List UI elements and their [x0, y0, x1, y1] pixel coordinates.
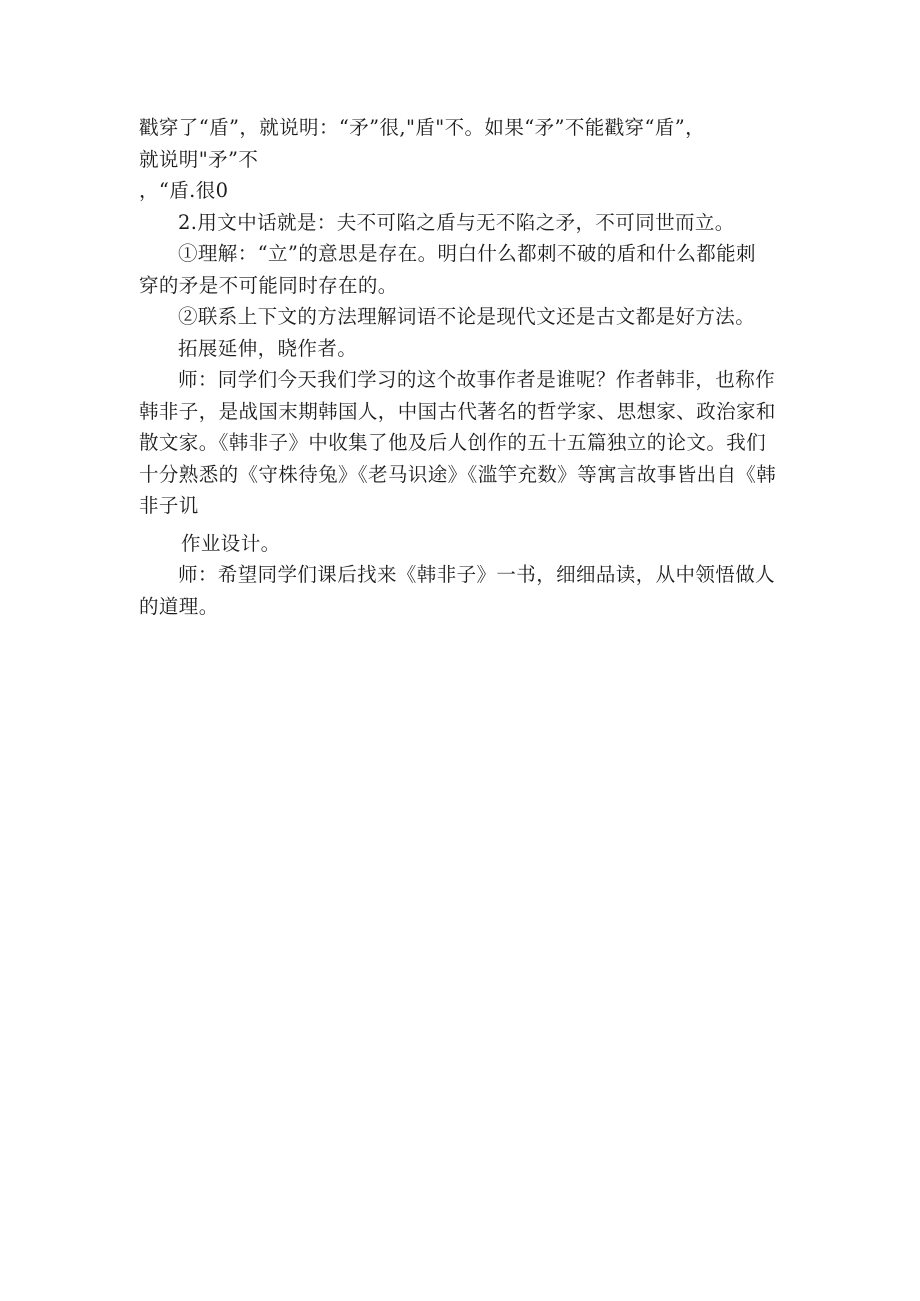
text-line: 散文家。《韩非子》中收集了他及后人创作的五十五篇独立的论文。我们: [139, 431, 767, 454]
section-heading-extension: 拓展延伸，晓作者。: [178, 336, 358, 360]
understanding-point-2: ②联系上下文的方法理解词语不论是现代文还是古文都是好方法。: [178, 305, 756, 328]
text-line: 韩非子，是战国末期韩国人，中国古代著名的哲学家、思想家、政治家和: [139, 399, 776, 423]
text-line: ，“盾.很0: [139, 179, 229, 202]
answer-item-2: 2.用文中话就是：夫不可陷之盾与无不陷之矛，不可同世而立。: [178, 210, 735, 234]
understanding-point-1: ①理解：“立”的意思是存在。明白什么都刺不破的盾和什么都能刺: [178, 242, 756, 265]
text-line: 非子讥: [139, 494, 199, 517]
teacher-speech: 师：希望同学们课后找来《韩非子》一书，细细品读，从中领悟做人: [178, 563, 776, 586]
teacher-speech: 师：同学们今天我们学习的这个故事作者是谁呢？作者韩非，也称作: [178, 368, 776, 391]
text-line: 穿的矛是不可能同时存在的。: [139, 273, 398, 297]
document-body: [139, 112, 787, 622]
text-line: 的道理。: [139, 594, 219, 618]
text-line: 就说明"矛”不: [139, 147, 259, 171]
text-line: 十分熟悉的《守株待兔》《老马识途》《滥竽充数》等寓言故事皆出自《韩: [139, 462, 777, 486]
section-heading-homework: 作业设计。: [181, 531, 281, 555]
text-line: 戳穿了“盾”，就说明：“矛”很,"盾"不。如果“矛”不能戳穿“盾”，: [139, 116, 705, 139]
